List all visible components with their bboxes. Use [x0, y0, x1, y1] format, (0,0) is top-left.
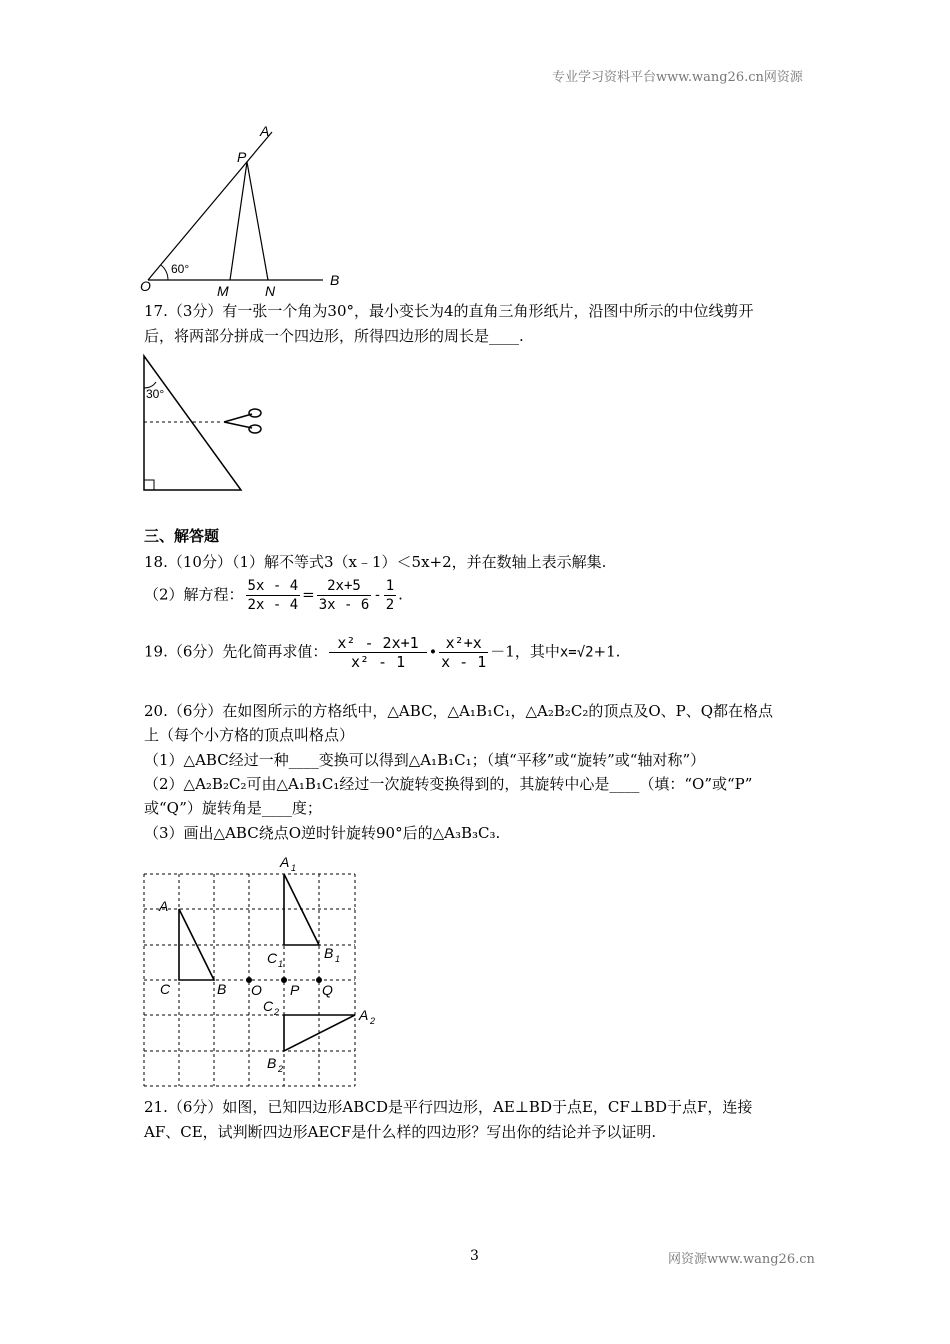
q20-line2: 上（每个小方格的顶点叫格点）: [144, 726, 355, 744]
grid-label-Q: Q: [322, 982, 333, 998]
grid-label-O: O: [251, 982, 262, 998]
grid-label-B1-sub: 1: [335, 954, 341, 964]
label-N: N: [265, 283, 276, 298]
q19-tail: －1，其中: [490, 642, 560, 661]
label-B: B: [330, 272, 340, 288]
grid-label-C1: C: [267, 950, 278, 966]
q19: [144, 634, 620, 671]
q18-minus: -: [373, 587, 382, 604]
q19-plus1: +1.: [593, 642, 621, 661]
q21-line1: 21.（6分）如图，已知四边形ABCD是平行四边形，AE⊥BD于点E，CF⊥BD于点F，连接: [144, 1098, 753, 1116]
q19-dot: •: [428, 644, 438, 661]
angle-label: 60°: [171, 262, 190, 276]
scissors-icon: [224, 409, 261, 433]
q18-fraction-3: $\frac{1}{2}$: [385, 578, 395, 613]
grid-label-P: P: [290, 982, 300, 998]
grid-label-A2: A: [359, 1007, 369, 1023]
label-A: A: [260, 123, 270, 139]
page-header: 专业学习资料平台www.wang26.cn网资源: [552, 70, 803, 85]
q17-line2: 后，将两部分拼成一个四边形，所得四边形的周长是____.: [144, 327, 524, 345]
q18-part2: [144, 577, 403, 614]
grid-label-B2: B: [267, 1055, 277, 1071]
grid-label-C2: C: [263, 998, 274, 1014]
grid-label-C: C: [160, 981, 171, 997]
angle-30-label: 30°: [146, 387, 165, 401]
q18-part2-label: （2）解方程：: [144, 585, 244, 604]
q20-line1: 20.（6分）在如图所示的方格纸中，△ABC，△A₁B₁C₁，△A₂B₂C₂的顶点及O、P、Q都在格点: [144, 702, 774, 720]
q18-line1: 18.（10分）（1）解不等式3（x﹣1）＜5x+2，并在数轴上表示解集.: [144, 553, 607, 571]
q19-fraction-1: $\frac{\text{x² - 2x+1}}{\text{x² - 1}}$: [329, 634, 426, 671]
q19-label: 19.（6分）先化简再求值：: [144, 642, 328, 661]
figure-angle-aob: [138, 118, 358, 298]
q19-fraction-2: $\frac{\text{x²+x}}{x - 1}$: [441, 634, 487, 671]
grid-label-A: A: [159, 898, 169, 914]
label-O: O: [140, 278, 151, 294]
figure-right-triangle: [138, 352, 278, 496]
grid-label-C2-sub: 2: [274, 1007, 280, 1017]
q20-line5: 或“Q”）旋转角是____度；: [144, 799, 322, 817]
q20-line3: （1）△ABC经过一种____变换可以得到△A₁B₁C₁；（填“平移”或“旋转”或“轴对称”）: [144, 751, 706, 769]
q18-fraction-1: $\frac{5x - 4}{2x - 4}$: [247, 578, 299, 613]
q19-x-eq: x=: [559, 644, 577, 661]
page-number: 3: [470, 1248, 479, 1264]
grid-label-A2-sub: 2: [370, 1016, 376, 1026]
figure-grid: [134, 848, 394, 1093]
label-M: M: [217, 283, 229, 298]
q21-line2: AF、CE，试判断四边形AECF是什么样的四边形？写出你的结论并予以证明.: [144, 1123, 657, 1141]
grid-label-B1: B: [324, 945, 334, 961]
grid-label-A1: A: [280, 854, 290, 870]
q19-sqrt: √2: [576, 644, 594, 661]
grid-label-B: B: [217, 981, 227, 997]
label-P: P: [237, 149, 247, 165]
grid-label-B2-sub: 2: [278, 1064, 284, 1074]
q18-equals: =: [302, 585, 315, 604]
section-title: 三、解答题: [144, 527, 220, 545]
q20-line6: （3）画出△ABC绕点O逆时针旋转90°后的△A₃B₃C₃.: [144, 824, 501, 842]
grid-label-A1-sub: 1: [291, 863, 297, 873]
q17-line1: 17.（3分）有一张一个角为30°，最小变长为4的直角三角形纸片，沿图中所示的中位线剪开: [144, 302, 754, 320]
page-footer-site: 网资源www.wang26.cn: [668, 1252, 815, 1267]
q18-fraction-2: $\frac{2x+5}{3x - 6}$: [318, 578, 370, 613]
q18-end: .: [398, 585, 403, 604]
q20-line4: （2）△A₂B₂C₂可由△A₁B₁C₁经过一次旋转变换得到的，其旋转中心是____（填：“O”或“P”: [144, 775, 753, 793]
grid-label-C1-sub: 1: [278, 959, 284, 969]
